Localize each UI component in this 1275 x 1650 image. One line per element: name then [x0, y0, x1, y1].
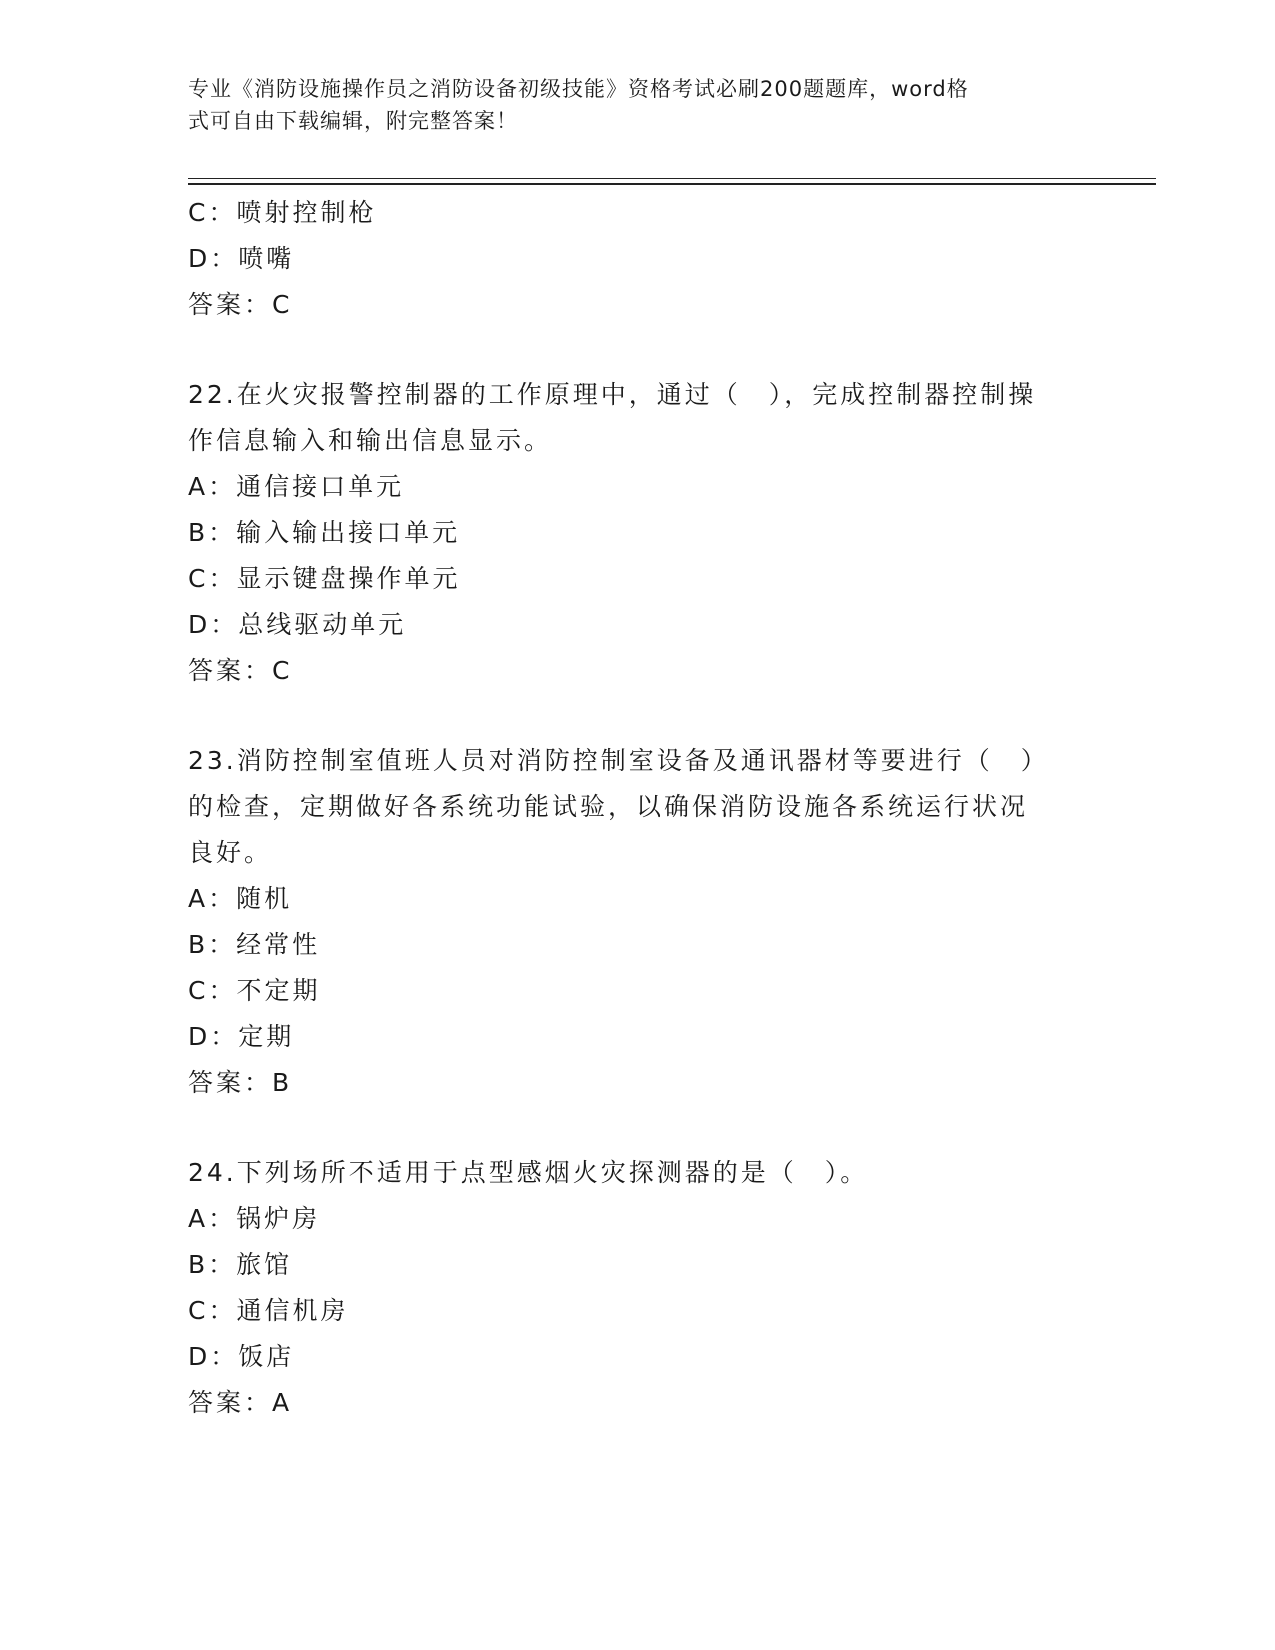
question-stem-line: 的检查，定期做好各系统功能试验，以确保消防设施各系统运行状况	[188, 792, 1029, 821]
option-a: A：通信接口单元	[188, 472, 405, 501]
option-d: D：总线驱动单元	[188, 610, 407, 639]
option-c: C：通信机房	[188, 1296, 349, 1325]
option-d: D：定期	[188, 1022, 295, 1051]
option-c: C：喷射控制枪	[188, 198, 377, 227]
answer-label: 答案：B	[188, 1068, 293, 1097]
question-stem-line: 作信息输入和输出信息显示。	[188, 426, 553, 455]
option-c: C：不定期	[188, 976, 321, 1005]
header-title-line-1: 专业《消防设施操作员之消防设备初级技能》资格考试必刷200题题库，word格	[188, 77, 969, 101]
question-23	[188, 738, 1088, 1106]
option-a: A：锅炉房	[188, 1204, 321, 1233]
question-stem-line: 良好。	[188, 838, 273, 867]
question-content	[188, 190, 1088, 1426]
option-b: B：旅馆	[188, 1250, 293, 1279]
question-22	[188, 372, 1088, 694]
option-a: A：随机	[188, 884, 293, 913]
question-24	[188, 1150, 1088, 1426]
question-stem-line: 24.下列场所不适用于点型感烟火灾探测器的是（ ）。	[188, 1158, 869, 1187]
continued-question	[188, 190, 1088, 328]
option-d: D：饭店	[188, 1342, 295, 1371]
question-stem-line: 22.在火灾报警控制器的工作原理中，通过（ ），完成控制器控制操	[188, 380, 1037, 409]
document-header	[188, 73, 1068, 137]
option-d: D：喷嘴	[188, 244, 295, 273]
answer-label: 答案：C	[188, 290, 293, 319]
header-divider-bottom	[188, 183, 1156, 185]
answer-label: 答案：A	[188, 1388, 293, 1417]
option-c: C：显示键盘操作单元	[188, 564, 461, 593]
option-b: B：经常性	[188, 930, 321, 959]
header-divider-top	[188, 178, 1156, 179]
answer-label: 答案：C	[188, 656, 293, 685]
option-b: B：输入输出接口单元	[188, 518, 461, 547]
header-title-line-2: 式可自由下载编辑，附完整答案！	[188, 109, 518, 133]
question-stem-line: 23.消防控制室值班人员对消防控制室设备及通讯器材等要进行（ ）	[188, 746, 1049, 775]
